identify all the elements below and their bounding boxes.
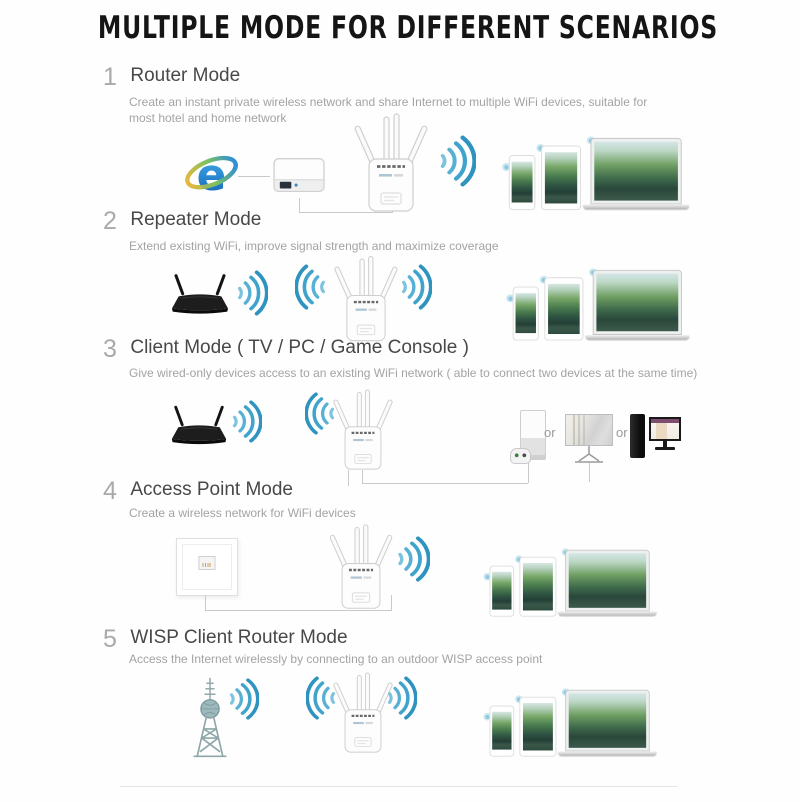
laptop-screen <box>593 270 682 335</box>
laptop-base <box>558 751 657 755</box>
section-2-number: 2 <box>103 207 117 235</box>
section-1-number: 1 <box>103 63 117 91</box>
modem-icon <box>268 151 330 199</box>
wifi-signal-icon <box>384 676 417 720</box>
section-3-title: Client Mode ( TV / PC / Game Console ) <box>130 337 469 358</box>
section-3-number: 3 <box>103 335 117 363</box>
section-3-description: Give wired-only devices access to an existing WiFi network ( able to connect two devices at the same time) <box>129 366 698 380</box>
tablet-icon <box>519 697 556 757</box>
connection-line <box>589 462 590 482</box>
section-4-title: Access Point Mode <box>130 479 293 500</box>
tablet-icon <box>544 277 583 340</box>
tv-icon <box>565 414 615 464</box>
connection-line <box>362 470 363 483</box>
laptop-icon <box>583 138 689 209</box>
wifi-signal-icon <box>398 264 432 310</box>
laptop-base <box>585 335 689 340</box>
phone-screen <box>516 293 536 333</box>
section-1-description: Create an instant private wireless network and share Internet to multiple WiFi devices, suitable for most hotel and home network <box>129 95 648 125</box>
laptop-icon <box>585 270 689 340</box>
title-row <box>0 10 800 46</box>
socket-plate <box>182 544 232 590</box>
connection-line <box>238 176 270 177</box>
ethernet-wall-socket-icon <box>176 538 238 596</box>
laptop-screen <box>565 690 649 752</box>
client-devices-icons <box>486 548 657 622</box>
laptop-base <box>558 611 657 615</box>
pc-monitor <box>649 417 681 450</box>
wifi-signal-icon <box>234 270 268 316</box>
or-label: or <box>616 425 628 440</box>
section-2-title: Repeater Mode <box>130 209 262 230</box>
tablet-screen <box>523 563 553 611</box>
tablet-icon <box>541 146 581 211</box>
tablet-icon <box>519 557 556 617</box>
connection-line <box>348 470 349 486</box>
smartphone-icon <box>490 566 515 617</box>
client-devices-icons <box>486 688 657 762</box>
client-devices-icons <box>509 268 689 346</box>
section-2-header <box>103 208 261 234</box>
section-5-header <box>103 626 348 652</box>
laptop-icon <box>558 550 657 616</box>
section-4-description: Create a wireless network for WiFi devices <box>129 506 356 520</box>
rj45-jack <box>199 556 216 570</box>
section-4-number: 4 <box>103 477 117 505</box>
tablet-screen <box>548 284 580 334</box>
laptop-screen <box>565 550 649 612</box>
smartphone-icon <box>490 706 515 757</box>
client-devices-icons <box>505 136 689 216</box>
game-controller-icon <box>510 448 531 464</box>
section-5-number: 5 <box>103 625 117 653</box>
wifi-signal-icon <box>394 536 430 582</box>
section-1-title: Router Mode <box>130 65 241 86</box>
section-3-header <box>103 336 469 362</box>
footer-divider <box>120 786 677 787</box>
section-5-title: WISP Client Router Mode <box>130 627 348 648</box>
laptop-icon <box>558 690 657 756</box>
phone-screen <box>492 712 511 750</box>
phone-screen <box>492 572 511 610</box>
connection-line <box>362 483 528 484</box>
smartphone-icon <box>513 287 539 341</box>
internet-explorer-icon <box>183 147 240 204</box>
wifi-repeater-icon <box>328 524 394 610</box>
router-icon <box>168 396 230 456</box>
game-console-icon <box>510 410 558 474</box>
smartphone-icon <box>509 155 536 210</box>
svg-text:e: e <box>196 149 227 201</box>
tablet-screen <box>545 152 577 203</box>
section-2-description: Extend existing WiFi, improve signal strength and maximize coverage <box>129 239 499 253</box>
wifi-signal-icon <box>226 678 259 720</box>
page-title: MULTIPLE MODE FOR DIFFERENT SCENARIOS <box>97 10 718 46</box>
section-4-header <box>103 478 293 504</box>
wifi-repeater-icon <box>352 113 430 213</box>
or-label: or <box>544 425 556 440</box>
wifi-signal-icon <box>229 400 262 443</box>
section-1-header <box>103 64 240 90</box>
pc-tower <box>630 414 645 458</box>
tv-screen <box>565 414 613 446</box>
wifi-signal-icon <box>436 135 476 187</box>
wifi-repeater-icon <box>333 255 399 343</box>
router-icon <box>168 264 232 326</box>
laptop-screen <box>591 138 682 205</box>
wifi-repeater-icon <box>332 388 394 472</box>
wifi-signal-icon <box>295 264 329 310</box>
section-5-description: Access the Internet wirelessly by connecting to an outdoor WISP access point <box>129 652 543 666</box>
phone-screen <box>512 162 533 203</box>
tablet-screen <box>523 703 553 751</box>
desktop-pc-icon <box>630 414 684 460</box>
laptop-base <box>583 204 689 209</box>
